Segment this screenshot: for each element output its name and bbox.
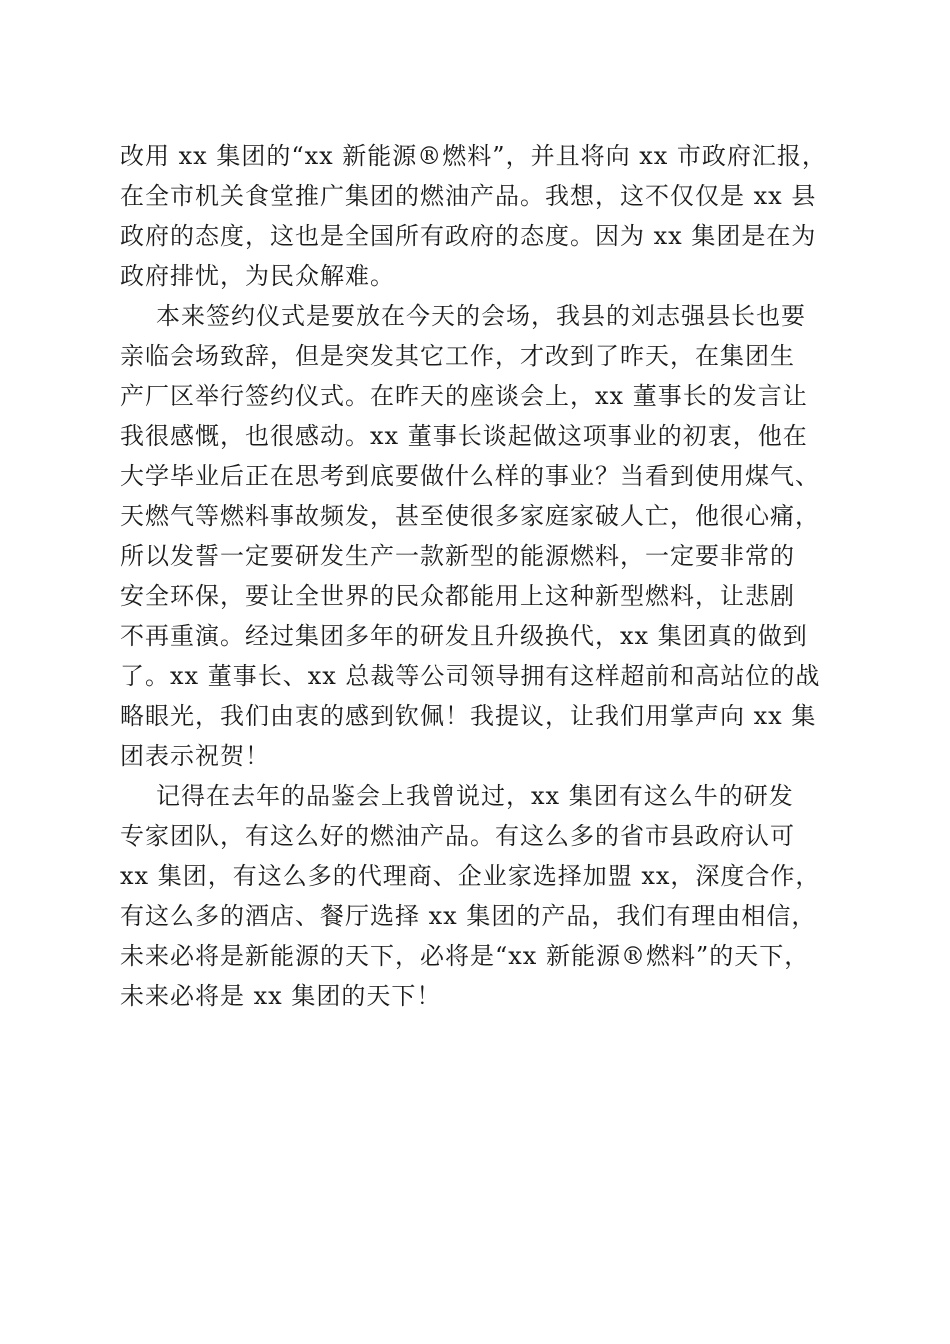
text-line: 产厂区举行签约仪式。在昨天的座谈会上，xx 董事长的发言让 <box>120 382 808 410</box>
text-line: 我很感慨，也很感动。xx 董事长谈起做这项事业的初衷，他在 <box>120 422 808 450</box>
text-line: 大学毕业后正在思考到底要做什么样的事业？当看到使用煤气、 <box>120 462 820 490</box>
text-line: 不再重演。经过集团多年的研发且升级换代，xx 集团真的做到 <box>120 622 808 650</box>
text-line: 团表示祝贺！ <box>120 742 270 770</box>
text-line: 未来必将是 xx 集团的天下！ <box>120 982 442 1010</box>
text-line: 安全环保，要让全世界的民众都能用上这种新型燃料，让悲剧 <box>120 582 795 610</box>
text-line: 未来必将是新能源的天下，必将是“xx 新能源®燃料”的天下， <box>120 942 810 970</box>
text-line: 政府的态度，这也是全国所有政府的态度。因为 xx 集团是在为 <box>120 222 817 250</box>
text-line: 在全市机关食堂推广集团的燃油产品。我想，这不仅仅是 xx 县 <box>120 182 817 210</box>
text-line: 所以发誓一定要研发生产一款新型的能源燃料，一定要非常的 <box>120 542 795 570</box>
text-line: 略眼光，我们由衷的感到钦佩！我提议，让我们用掌声向 xx 集 <box>120 702 817 730</box>
paragraph-1 <box>120 136 840 296</box>
text-line: 亲临会场致辞，但是突发其它工作，才改到了昨天，在集团生 <box>120 342 795 370</box>
text-line: 改用 xx 集团的“xx 新能源®燃料”，并且将向 xx 市政府汇报， <box>120 142 827 170</box>
text-line: xx 集团，有这么多的代理商、企业家选择加盟 xx，深度合作， <box>120 862 821 890</box>
body-text <box>120 136 840 1016</box>
text-line: 有这么多的酒店、餐厅选择 xx 集团的产品，我们有理由相信， <box>120 902 817 930</box>
paragraph-2 <box>120 296 840 776</box>
text-line: 了。xx 董事长、xx 总裁等公司领导拥有这样超前和高站位的战 <box>120 662 821 690</box>
text-line: 记得在去年的品鉴会上我曾说过，xx 集团有这么牛的研发 <box>156 782 794 810</box>
text-line: 本来签约仪式是要放在今天的会场，我县的刘志强县长也要 <box>156 302 806 330</box>
text-line: 专家团队，有这么好的燃油产品。有这么多的省市县政府认可 <box>120 822 795 850</box>
paragraph-3 <box>120 776 840 1016</box>
text-line: 政府排忧，为民众解难。 <box>120 262 395 290</box>
text-line: 天燃气等燃料事故频发，甚至使很多家庭家破人亡，他很心痛， <box>120 502 820 530</box>
